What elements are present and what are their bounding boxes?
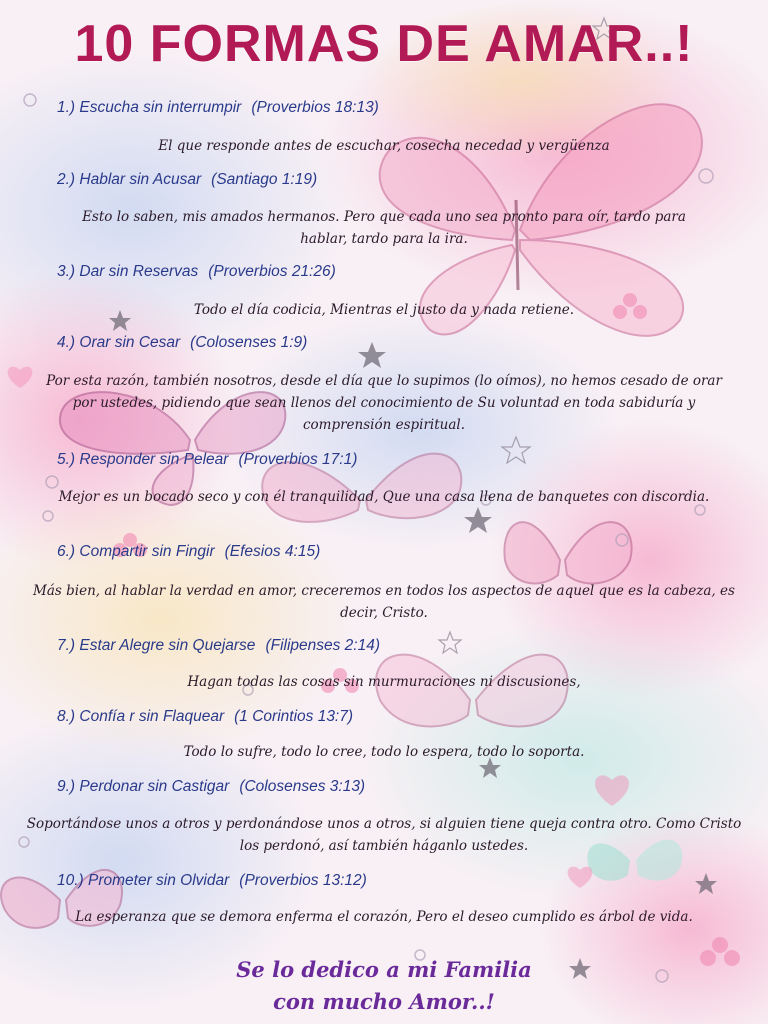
item-heading: [57, 171, 317, 189]
item-heading-text: 4.) Orar sin Cesar: [57, 334, 181, 351]
item-heading-text: 9.) Perdonar sin Castigar: [57, 778, 230, 795]
item-heading: [57, 451, 357, 469]
dedication-line-1: Se lo dedico a mi Familia: [236, 957, 532, 982]
item-reference: (Proverbios 18:13): [251, 99, 379, 116]
item-heading-text: 10.) Prometer sin Olvidar: [57, 872, 230, 889]
item-verse: El que responde antes de escuchar, cosecha necedad y vergüenza: [158, 138, 610, 154]
item-heading: [57, 334, 307, 352]
item-heading-text: 3.) Dar sin Reservas: [57, 263, 199, 280]
item-reference: (Filipenses 2:14): [265, 637, 381, 654]
item-verse: Todo el día codicia, Mientras el justo da y nada retiene.: [193, 302, 575, 318]
item-heading-text: 8.) Confía r sin Flaquear: [57, 708, 225, 725]
item-heading-text: 6.) Compartir sin Fingir: [57, 543, 215, 560]
item-reference: (Proverbios 13:12): [239, 872, 367, 889]
item-heading: [57, 99, 379, 117]
item-reference: (Santiago 1:19): [211, 171, 318, 188]
item-reference: (1 Corintios 13:7): [234, 708, 354, 725]
item-verse: Todo lo sufre, todo lo cree, todo lo espera, todo lo soporta.: [183, 744, 585, 760]
item-heading: [57, 872, 367, 890]
item-verse: Por esta razón, también nosotros, desde el día que lo supimos (lo oímos), no hemos cesado de orar por ustedes, pidiendo que sean llenos del conocimiento de Su voluntad en toda sabiduría y comprensión espiritual.: [46, 373, 722, 433]
item-heading-text: 2.) Hablar sin Acusar: [57, 171, 202, 188]
item-verse: Esto lo saben, mis amados hermanos. Pero que cada uno sea pronto para oír, tardo para hablar, tardo para la ira.: [82, 209, 686, 247]
page-title: 10 FORMAS DE AMAR..!: [74, 15, 694, 73]
item-reference: (Proverbios 21:26): [208, 263, 336, 280]
item-heading: [57, 543, 320, 561]
item-reference: (Colosenses 3:13): [239, 778, 366, 795]
item-verse: Soportándose unos a otros y perdonándose unos a otros, si alguien tiene queja contra otro. Como Cristo los perdonó, así también háganlo ustedes.: [26, 816, 742, 854]
item-heading: [57, 778, 365, 796]
item-verse: Mejor es un bocado seco y con él tranquilidad, Que una casa llena de banquetes con discordia.: [58, 489, 710, 505]
item-reference: (Proverbios 17:1): [238, 451, 358, 468]
item-heading: [57, 263, 336, 281]
dedication: [0, 954, 768, 1018]
item-heading-text: 1.) Escucha sin interrumpir: [57, 99, 242, 116]
item-verse: Hagan todas las cosas sin murmuraciones ni discusiones,: [187, 674, 581, 690]
item-heading: [57, 708, 353, 726]
item-verse: La esperanza que se demora enferma el corazón, Pero el deseo cumplido es árbol de vida.: [75, 909, 693, 925]
item-reference: (Colosenses 1:9): [190, 334, 308, 351]
item-verse: Más bien, al hablar la verdad en amor, creceremos en todos los aspectos de aquel que es la cabeza, es decir, Cristo.: [33, 583, 735, 621]
item-heading-text: 7.) Estar Alegre sin Quejarse: [57, 637, 256, 654]
dedication-line-2: con mucho Amor..!: [273, 989, 495, 1014]
item-heading: [57, 637, 380, 655]
item-heading-text: 5.) Responder sin Pelear: [57, 451, 229, 468]
item-reference: (Efesios 4:15): [224, 543, 321, 560]
